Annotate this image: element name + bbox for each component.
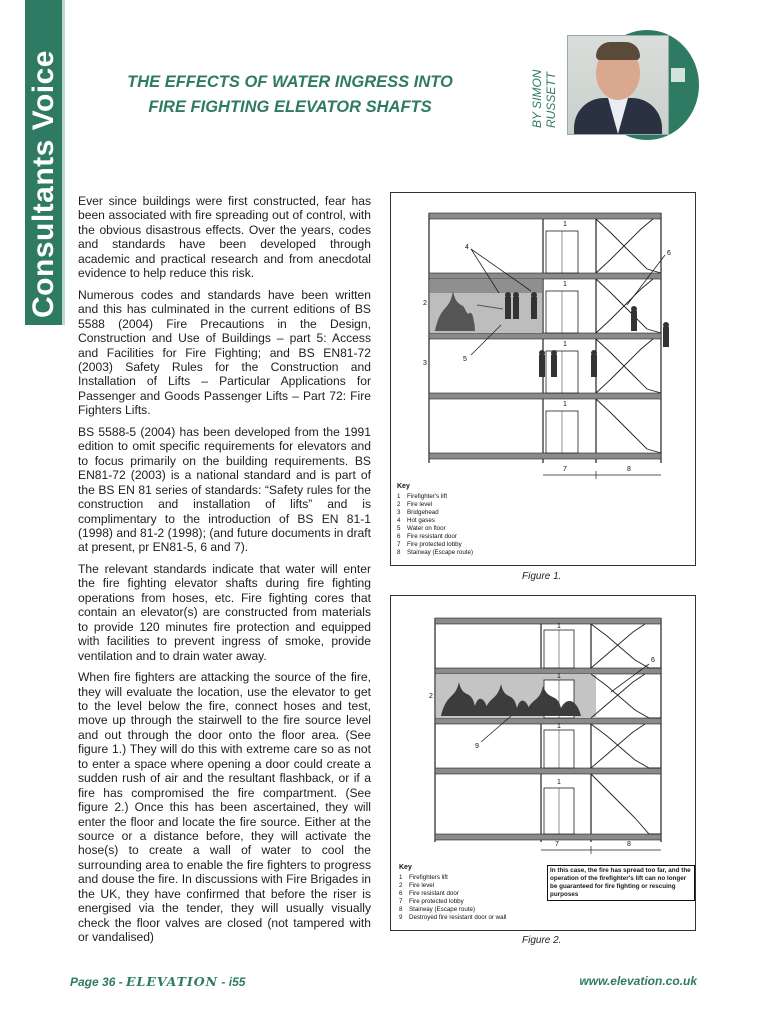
fig2-label-7: 7 [555, 841, 559, 848]
figure-1-caption: Figure 1. [522, 571, 562, 582]
figure-2-key-title: Key [399, 864, 412, 871]
fig2-label-1d: 1 [557, 779, 561, 786]
figure-1-key-title: Key [397, 483, 410, 490]
key-row: 7 Fire protected lobby [397, 541, 462, 548]
byline-line1: BY SIMON [530, 69, 544, 128]
section-band-stripe [62, 0, 65, 325]
key-row: 1 Firefighters lift [399, 874, 448, 881]
fig1-label-1c: 1 [563, 341, 567, 348]
article-title-line1: THE EFFECTS OF WATER INGRESS INTO [127, 73, 453, 91]
fig1-label-3: 3 [423, 360, 427, 367]
fig1-label-5: 5 [463, 356, 467, 363]
key-row: 4 Hot gases [397, 517, 435, 524]
paragraph-2: Numerous codes and standards have been written and this has culminated in the current editions of BS 5588 (2004) Fire Precautions in the Design, Construction and Use of Buildings – part 5: Access and Facilities for Fire Fighting; and BS EN81-72 (2003) Safety Rules for the Construction and Installation of Lifts – Particular Applications for Passenger and Goods Passenger Lifts – Part 72: Fire Fighters Lifts. [78, 287, 371, 418]
fig1-label-1d: 1 [563, 401, 567, 408]
fig2-label-1c: 1 [557, 723, 561, 730]
byline [530, 70, 558, 128]
fig2-label-6: 6 [651, 657, 655, 664]
section-label [27, 282, 61, 318]
section-band [25, 0, 65, 1024]
figure-2 [390, 595, 696, 931]
fig2-label-1a: 1 [557, 623, 561, 630]
fig2-label-1b: 1 [557, 673, 561, 680]
key-row: 8 Stairway (Escape route) [399, 906, 476, 913]
article-title-line2: FIRE FIGHTING ELEVATOR SHAFTS [148, 98, 432, 116]
paragraph-1: Ever since buildings were first constructed, fear has been associated with fire spreading out of control, with the obvious disastrous effects. Over the years, codes and standards have been developed through academic and practical research and from anecdotal evidence to help reduce this risk. [78, 194, 371, 281]
fig2-label-9: 9 [475, 743, 479, 750]
key-row: 3 Bridgehead [397, 509, 439, 516]
author-portrait [567, 30, 699, 140]
key-row: 7 Fire protected lobby [399, 898, 464, 905]
key-row: 6 Fire resistant door [399, 890, 459, 897]
author-photo [567, 35, 669, 135]
key-row: 6 Fire resistant door [397, 533, 457, 540]
fig1-label-1b: 1 [563, 281, 567, 288]
fig2-label-2: 2 [429, 693, 433, 700]
fig1-label-7: 7 [563, 466, 567, 473]
key-row: 2 Fire level [399, 882, 435, 889]
paragraph-4: The relevant standards indicate that water will enter the fire fighting elevator shafts during fire fighting operations from hoses, etc. Fire fighting cores that contain an elevator(s) are constructed from materials to provide 120 minutes fire protection and equipped with facilities to prevent ingress of smoke, provide ventilation and to drain water away. [78, 561, 371, 663]
fig2-label-8: 8 [627, 841, 631, 848]
figure-2-note: In this case, the fire has spread too far, and the operation of the firefighter's lift can no longer be guaranteed for fire fighting or rescuing purposes [547, 865, 695, 901]
figure-1-key [397, 483, 473, 557]
figure-2-caption: Figure 2. [522, 935, 562, 946]
figure-1 [390, 192, 696, 566]
footer-brand: ELEVATION [126, 974, 219, 989]
paragraph-3: BS 5588-5 (2004) has been developed from the 1991 edition to omit specific requirements for elevators and to focus primarily on the building requirements. BS EN81-72 (2003) is a national standard and is part of the BS EN 81 series of standards: “Safety rules for the construction and installation of lifts” and is complimentary to the introduction of BS EN 81-1 (1998) and 81-2 (1998); (and future documents in draft at present, pr EN81-5, 6 and 7). [78, 424, 371, 555]
article-body [78, 194, 371, 952]
fig1-label-1a: 1 [563, 221, 567, 228]
article-title [100, 70, 480, 120]
key-row: 2 Fire level [397, 501, 433, 508]
footer-issue: - i55 [218, 975, 246, 989]
paragraph-5: When fire fighters are attacking the source of the fire, they will evaluate the location, use the elevator to get to the level below the fire, connect hoses and test, move up through the stairwell to the fire source level and out through the door onto the floor area. (See figure 1.) They will do this with extreme care so as not to enter a space where opening a door could create a sudden rush of air and the resultant flashback, or if a fire has compromised the fire compartment. (See figure 2.) Once this has been ascertained, they will enter the floor and locate the fire source. Either at the source or a distance before, they will activate the hose(s) to create a wall of water to cool the surrounding area to enable the fire fighters to progress and douse the fire. In discussions with Fire Brigades in the UK, they have confirmed that before the riser is energised via the tender, they will usually visually check the floor valves are closed (not tampered with or vandalised) [78, 670, 371, 945]
fig1-label-6: 6 [667, 250, 671, 257]
key-row: 9 Destroyed fire resistant door or wall [399, 914, 507, 921]
byline-line2: RUSSETT [544, 71, 558, 128]
key-row: 5 Water on floor [397, 525, 446, 532]
figure-2-key [399, 864, 506, 922]
key-row: 1 Firefighter's lift [397, 493, 448, 500]
fig1-label-4: 4 [465, 244, 469, 251]
fig1-label-8: 8 [627, 466, 631, 473]
key-row: 8 Stairway (Escape route) [397, 549, 474, 556]
fig1-label-2: 2 [423, 300, 427, 307]
footer-url[interactable]: www.elevation.co.uk [579, 974, 697, 988]
footer-page: Page 36 - [70, 975, 127, 989]
footer-page-info [70, 974, 245, 989]
